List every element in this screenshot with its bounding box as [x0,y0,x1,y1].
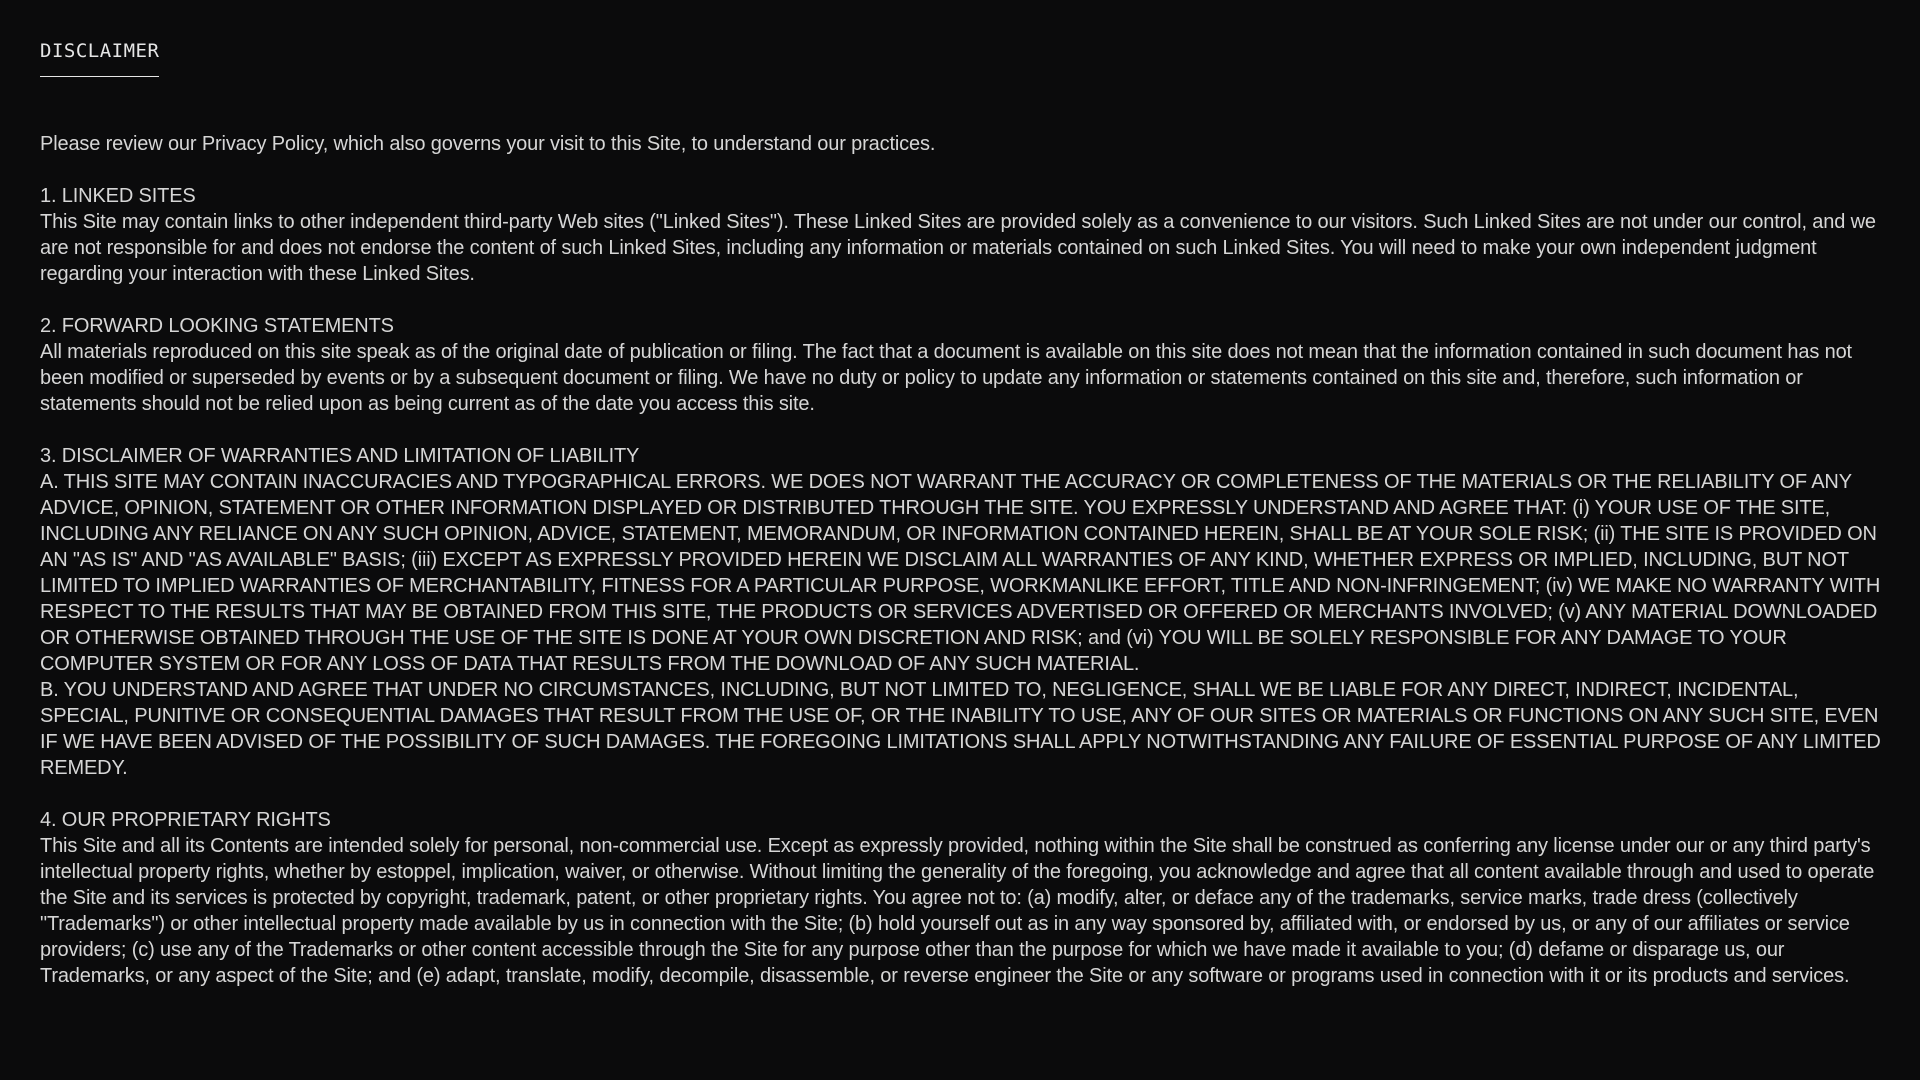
section-heading: 1. LINKED SITES [40,185,196,207]
section-paragraph: B. YOU UNDERSTAND AND AGREE THAT UNDER NO CIRCUMSTANCES, INCLUDING, BUT NOT LIMITED TO, NEGLIGENCE, SHALL WE BE LIABLE FOR ANY DIRECT, INDIRECT, INCIDENTAL, SPECIAL, PUNITIVE OR CONSEQUENTIAL DAMAGES THAT RESULT FROM THE USE OF, OR THE INABILITY TO USE, ANY OF OUR SITES OR MATERIALS OR FUNCTIONS ON ANY SUCH SITE, EVEN IF WE HAVE BEEN ADVISED OF THE POSSIBILITY OF SUCH DAMAGES. THE FOREGOING LIMITATIONS SHALL APPLY NOTWITHSTANDING ANY FAILURE OF ESSENTIAL PURPOSE OF ANY LIMITED REMEDY. [40,679,1881,779]
section-paragraph: This Site may contain links to other independent third-party Web sites ("Linked Sites"). These Linked Sites are provided solely as a convenience to our visitors. Such Linked Sites are not under our control, and we are not responsible for and does not endorse the content of such Linked Sites, including any information or materials contained on such Linked Sites. You will need to make your own independent judgment regarding your interaction with these Linked Sites. [40,211,1876,285]
section-forward-looking-statements [40,313,1888,417]
section-paragraph: All materials reproduced on this site speak as of the original date of publication or filing. The fact that a document is available on this site does not mean that the information contained in such document has not been modified or superseded by events or by a subsequent document or filing. We have no duty or policy to update any information or statements contained on this site and, therefore, such information or statements should not be relied upon as being current as of the date you access this site. [40,341,1852,415]
section-heading: 3. DISCLAIMER OF WARRANTIES AND LIMITATION OF LIABILITY [40,445,640,467]
section-proprietary-rights [40,807,1888,989]
section-paragraph: This Site and all its Contents are intended solely for personal, non-commercial use. Except as expressly provided, nothing within the Site shall be construed as conferring any license under our or any third party's intellectual property rights, whether by estoppel, implication, waiver, or otherwise. Without limiting the generality of the foregoing, you acknowledge and agree that all content available through and used to operate the Site and its services is protected by copyright, trademark, patent, or other proprietary rights. You agree not to: (a) modify, alter, or deface any of the trademarks, service marks, trade dress (collectively "Trademarks") or other intellectual property made available by us in connection with the Site; (b) hold yourself out as in any way sponsored by, affiliated with, or endorsed by us, or any of our affiliates or service providers; (c) use any of the Trademarks or other content accessible through the Site for any purpose other than the purpose for which we have made it available to you; (d) defame or disparage us, our Trademarks, or any aspect of the Site; and (e) adapt, translate, modify, decompile, disassemble, or reverse engineer the Site or any software or programs used in connection with it or its products and services. [40,835,1875,987]
section-paragraph: A. THIS SITE MAY CONTAIN INACCURACIES AND TYPOGRAPHICAL ERRORS. WE DOES NOT WARRANT THE ACCURACY OR COMPLETENESS OF THE MATERIALS OR THE RELIABILITY OF ANY ADVICE, OPINION, STATEMENT OR OTHER INFORMATION DISPLAYED OR DISTRIBUTED THROUGH THE SITE. YOU EXPRESSLY UNDERSTAND AND AGREE THAT: (i) YOUR USE OF THE SITE, INCLUDING ANY RELIANCE ON ANY SUCH OPINION, ADVICE, STATEMENT, MEMORANDUM, OR INFORMATION CONTAINED HEREIN, SHALL BE AT YOUR SOLE RISK; (ii) THE SITE IS PROVIDED ON AN "AS IS" AND "AS AVAILABLE" BASIS; (iii) EXCEPT AS EXPRESSLY PROVIDED HEREIN WE DISCLAIM ALL WARRANTIES OF ANY KIND, WHETHER EXPRESS OR IMPLIED, INCLUDING, BUT NOT LIMITED TO IMPLIED WARRANTIES OF MERCHANTABILITY, FITNESS FOR A PARTICULAR PURPOSE, WORKMANLIKE EFFORT, TITLE AND NON-INFRINGEMENT; (iv) WE MAKE NO WARRANTY WITH RESPECT TO THE RESULTS THAT MAY BE OBTAINED FROM THIS SITE, THE PRODUCTS OR SERVICES ADVERTISED OR OFFERED OR MERCHANTS INVOLVED; (v) ANY MATERIAL DOWNLOADED OR OTHERWISE OBTAINED THROUGH THE USE OF THE SITE IS DONE AT YOUR OWN DISCRETION AND RISK; and (vi) YOU WILL BE SOLELY RESPONSIBLE FOR ANY DAMAGE TO YOUR COMPUTER SYSTEM OR FOR ANY LOSS OF DATA THAT RESULTS FROM THE DOWNLOAD OF ANY SUCH MATERIAL. [40,471,1881,675]
intro-paragraph: Please review our Privacy Policy, which also governs your visit to this Site, to understand our practices. [40,133,936,155]
section-disclaimer-of-warranties [40,443,1888,781]
page-title: DISCLAIMER [40,40,159,77]
section-heading: 2. FORWARD LOOKING STATEMENTS [40,315,394,337]
disclaimer-content [40,131,1888,1015]
section-linked-sites [40,183,1888,287]
section-heading: 4. OUR PROPRIETARY RIGHTS [40,809,331,831]
